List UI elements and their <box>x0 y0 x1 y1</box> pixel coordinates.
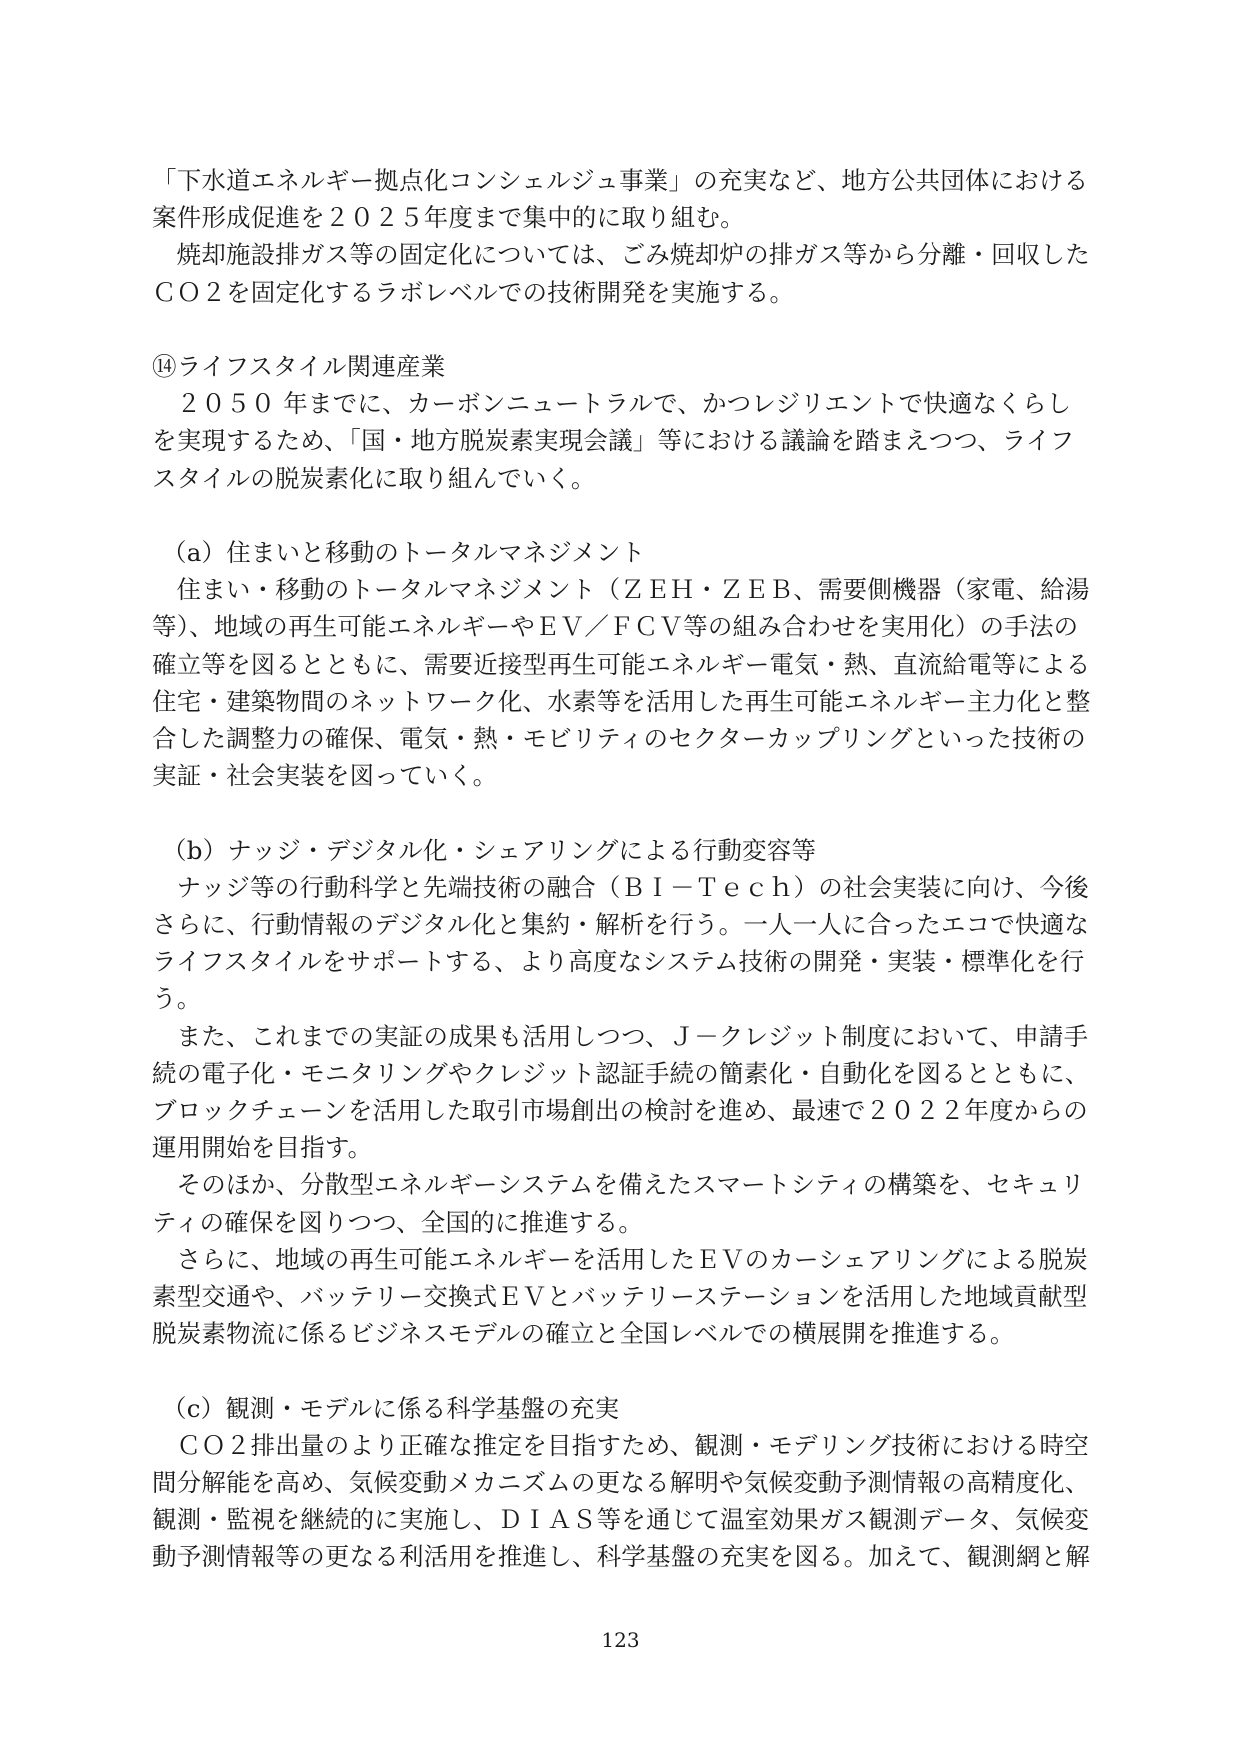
document-body <box>152 162 1092 1576</box>
paragraph-incineration-co2: 焼却施設排ガス等の固定化については、ごみ焼却炉の排ガス等から分離・回収したＣＯ２を固定化するラボレベルでの技術開発を実施する。 <box>152 240 1090 307</box>
spacer <box>152 497 1092 534</box>
paragraph-nudge: ナッジ等の行動科学と先端技術の融合（ＢＩ－Ｔｅｃｈ）の社会実装に向け、今後さらに、行動情報のデジタル化と集約・解析を行う。一人一人に合ったエコで快適なライフスタイルをサポートする、より高度なシステム技術の開発・実装・標準化を行う。 <box>152 872 1090 1014</box>
section-heading-lifestyle: ⑭ライフスタイル関連産業 <box>152 352 446 381</box>
spacer <box>152 794 1092 831</box>
paragraph-observation: ＣＯ２排出量のより正確な推定を目指すため、観測・モデリング技術における時空間分解能を高め、気候変動メカニズムの更なる解明や気候変動予測情報の高精度化、観測・監視を継続的に実施し、ＤＩＡＳ等を通じて温室効果ガス観測データ、気候変動予測情報等の更なる利活用を推進し、科学基盤の充実を図る。加えて、観測網と解 <box>152 1430 1091 1572</box>
page-number: 123 <box>601 1628 640 1652</box>
paragraph-sewer-concierge: 「下水道エネルギー拠点化コンシェルジュ事業」の充実など、地方公共団体における案件形成促進を２０２５年度まで集中的に取り組む。 <box>152 166 1089 233</box>
paragraph-lifestyle-intro: ２０５０ 年までに、カーボンニュートラルで、かつレジリエントで快適なくらしを実現するため、「国・地方脱炭素実現会議」等における議論を踏まえつつ、ライフスタイルの脱炭素化に取り組んでいく。 <box>152 389 1075 493</box>
paragraph-ev-sharing: さらに、地域の再生可能エネルギーを活用したＥＶのカーシェアリングによる脱炭素型交通や、バッテリー交換式ＥＶとバッテリーステーションを活用した地域貢献型脱炭素物流に係るビジネスモデルの確立と全国レベルでの横展開を推進する。 <box>152 1244 1088 1349</box>
subsection-heading-a: （a）住まいと移動のトータルマネジメント <box>162 538 646 567</box>
spacer <box>152 311 1092 348</box>
spacer <box>152 1352 1092 1389</box>
subsection-heading-b: （b）ナッジ・デジタル化・シェアリングによる行動変容等 <box>162 835 817 865</box>
paragraph-total-management: 住まい・移動のトータルマネジメント（ＺＥＨ・ＺＥＢ、需要側機器（家電、給湯等）、地域の再生可能エネルギーやＥＶ／ＦＣＶ等の組み合わせを実用化）の手法の確立等を図るとともに、需要近接型再生可能エネルギー電気・熱、直流給電等による住宅・建築物間のネットワーク化、水素等を活用した再生可能エネルギー主力化と整合した調整力の確保、電気・熱・モビリティのセクターカップリングといった技術の実証・社会実装を図っていく。 <box>152 575 1091 791</box>
paragraph-j-credit: また、これまでの実証の成果も活用しつつ、Ｊ－クレジット制度において、申請手続の電子化・モニタリングやクレジット認証手続の簡素化・自動化を図るとともに、ブロックチェーンを活用した取引市場創出の検討を進め、最速で２０２２年度からの運用開始を目指す。 <box>152 1021 1090 1163</box>
subsection-heading-c: （c）観測・モデルに係る科学基盤の充実 <box>162 1393 620 1423</box>
paragraph-smart-city: そのほか、分散型エネルギーシステムを備えたスマートシティの構築を、セキュリティの確保を図りつつ、全国的に推進する。 <box>152 1170 1086 1237</box>
